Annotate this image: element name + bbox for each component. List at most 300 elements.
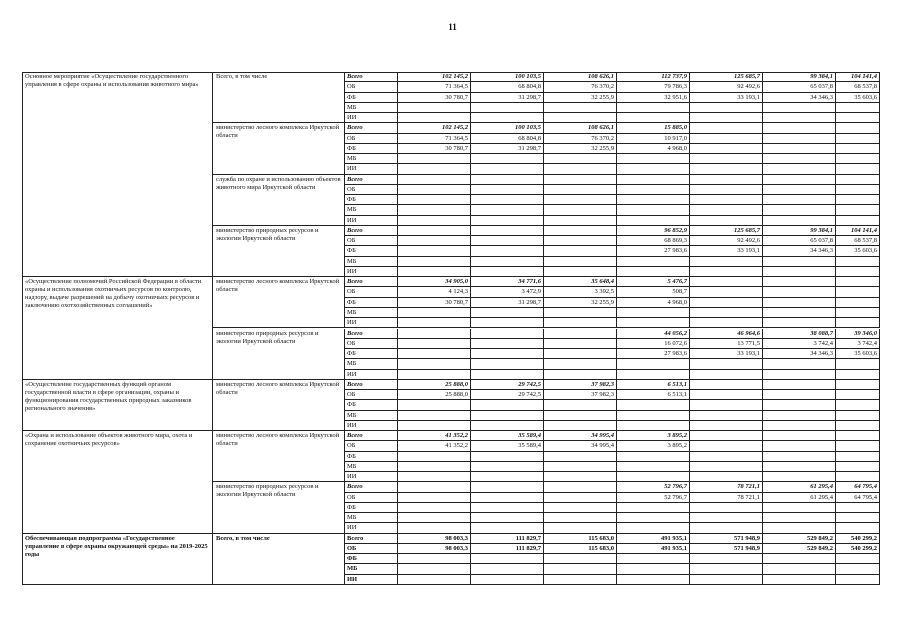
- amount-cell: [544, 513, 617, 523]
- amount-cell: [617, 472, 690, 482]
- amount-cell: [617, 359, 690, 369]
- amount-cell: [398, 339, 471, 349]
- amount-cell: 112 737,9: [617, 72, 690, 82]
- amount-cell: [836, 113, 880, 123]
- funding-source-label: ОБ: [345, 185, 398, 195]
- executor-name: министерство природных ресурсов и экологии Иркутской области: [213, 329, 345, 380]
- amount-cell: 3 742,4: [763, 339, 836, 349]
- amount-cell: [544, 226, 617, 236]
- amount-cell: [690, 277, 763, 287]
- event-name: «Осуществление полномочий Российской Федерации в области охраны и использования охотничьих ресурсов по контролю, надзору, выдаче разрешений на добычу охотничьих ресурсов и заключению охотхозяйственных соглашений»: [22, 277, 213, 380]
- funding-source-label: ОБ: [345, 82, 398, 92]
- amount-cell: [836, 523, 880, 533]
- funding-source-label: ОБ: [345, 287, 398, 297]
- amount-cell: [763, 277, 836, 287]
- amount-cell: [617, 185, 690, 195]
- amount-cell: [398, 452, 471, 462]
- amount-cell: [398, 195, 471, 205]
- amount-cell: [398, 421, 471, 431]
- amount-cell: [690, 144, 763, 154]
- executor-name: министерство природных ресурсов и экологии Иркутской области: [213, 482, 345, 533]
- funding-source-label: МБ: [345, 308, 398, 318]
- amount-cell: 68 804,8: [471, 82, 544, 92]
- amount-cell: 92 492,6: [690, 236, 763, 246]
- amount-cell: [471, 329, 544, 339]
- amount-cell: [763, 308, 836, 318]
- funding-source-label: ИИ: [345, 267, 398, 277]
- amount-cell: [690, 400, 763, 410]
- amount-cell: [763, 411, 836, 421]
- funding-source-label: ФБ: [345, 400, 398, 410]
- amount-cell: [836, 154, 880, 164]
- amount-cell: [836, 575, 880, 585]
- amount-cell: 571 948,9: [690, 534, 763, 544]
- amount-cell: [544, 349, 617, 359]
- amount-cell: [398, 103, 471, 113]
- amount-cell: [690, 564, 763, 574]
- amount-cell: [617, 513, 690, 523]
- amount-cell: [544, 452, 617, 462]
- amount-cell: [544, 523, 617, 533]
- amount-cell: 68 869,3: [617, 236, 690, 246]
- amount-cell: [398, 575, 471, 585]
- amount-cell: [763, 554, 836, 564]
- amount-cell: [398, 175, 471, 185]
- funding-source-label: Всего: [345, 226, 398, 236]
- amount-cell: [398, 246, 471, 256]
- amount-cell: 31 298,7: [471, 93, 544, 103]
- amount-cell: 38 088,7: [763, 329, 836, 339]
- amount-cell: [690, 411, 763, 421]
- amount-cell: [471, 411, 544, 421]
- funding-source-label: ОБ: [345, 441, 398, 451]
- amount-cell: 39 346,0: [836, 329, 880, 339]
- funding-source-label: МБ: [345, 513, 398, 523]
- amount-cell: [836, 503, 880, 513]
- amount-cell: 32 951,6: [617, 93, 690, 103]
- amount-cell: [836, 134, 880, 144]
- amount-cell: [544, 103, 617, 113]
- amount-cell: [836, 441, 880, 451]
- amount-cell: [690, 575, 763, 585]
- amount-cell: [471, 482, 544, 492]
- funding-source-label: ИИ: [345, 318, 398, 328]
- amount-cell: [471, 195, 544, 205]
- amount-cell: [471, 359, 544, 369]
- amount-cell: [836, 462, 880, 472]
- amount-cell: [471, 257, 544, 267]
- funding-source-label: ФБ: [345, 246, 398, 256]
- amount-cell: [398, 329, 471, 339]
- amount-cell: [617, 175, 690, 185]
- amount-cell: [763, 359, 836, 369]
- amount-cell: 33 193,1: [690, 349, 763, 359]
- amount-cell: [398, 349, 471, 359]
- amount-cell: [690, 513, 763, 523]
- amount-cell: [690, 154, 763, 164]
- amount-cell: [763, 298, 836, 308]
- amount-cell: [763, 390, 836, 400]
- amount-cell: [690, 216, 763, 226]
- amount-cell: 27 983,6: [617, 349, 690, 359]
- amount-cell: [471, 564, 544, 574]
- event-name: Обеспечивающая подпрограмма «Государственное управление в сфере охраны окружающей среды» на 2019-2025 годы: [22, 534, 213, 585]
- amount-cell: [471, 154, 544, 164]
- funding-source-label: ОБ: [345, 236, 398, 246]
- amount-cell: [763, 421, 836, 431]
- amount-cell: [763, 370, 836, 380]
- amount-cell: [836, 564, 880, 574]
- amount-cell: [398, 226, 471, 236]
- amount-cell: [836, 216, 880, 226]
- amount-cell: [836, 123, 880, 133]
- funding-source-label: ИИ: [345, 216, 398, 226]
- amount-cell: 41 352,2: [398, 431, 471, 441]
- amount-cell: [471, 493, 544, 503]
- amount-cell: 3 472,9: [471, 287, 544, 297]
- funding-source-label: МБ: [345, 103, 398, 113]
- amount-cell: [398, 185, 471, 195]
- amount-cell: [398, 482, 471, 492]
- amount-cell: [471, 164, 544, 174]
- amount-cell: [617, 411, 690, 421]
- funding-source-label: ФБ: [345, 554, 398, 564]
- amount-cell: 64 795,4: [836, 482, 880, 492]
- amount-cell: [690, 462, 763, 472]
- amount-cell: [544, 205, 617, 215]
- amount-cell: [471, 308, 544, 318]
- amount-cell: 125 685,7: [690, 226, 763, 236]
- amount-cell: 34 771,6: [471, 277, 544, 287]
- amount-cell: [398, 493, 471, 503]
- amount-cell: 65 037,8: [763, 82, 836, 92]
- amount-cell: 71 364,5: [398, 82, 471, 92]
- amount-cell: 41 352,2: [398, 441, 471, 451]
- amount-cell: 35 589,4: [471, 431, 544, 441]
- amount-cell: [398, 216, 471, 226]
- amount-cell: [690, 380, 763, 390]
- amount-cell: 30 780,7: [398, 144, 471, 154]
- amount-cell: [398, 472, 471, 482]
- amount-cell: [763, 380, 836, 390]
- amount-cell: [398, 236, 471, 246]
- amount-cell: [617, 205, 690, 215]
- amount-cell: [398, 400, 471, 410]
- funding-source-label: Всего: [345, 431, 398, 441]
- amount-cell: 65 037,8: [763, 236, 836, 246]
- amount-cell: 99 384,1: [763, 226, 836, 236]
- amount-cell: [690, 452, 763, 462]
- amount-cell: 29 742,5: [471, 380, 544, 390]
- amount-cell: [471, 523, 544, 533]
- amount-cell: 34 346,3: [763, 246, 836, 256]
- amount-cell: [836, 205, 880, 215]
- amount-cell: [544, 164, 617, 174]
- amount-cell: [763, 318, 836, 328]
- amount-cell: 13 771,5: [690, 339, 763, 349]
- amount-cell: [398, 308, 471, 318]
- amount-cell: 96 852,9: [617, 226, 690, 236]
- amount-cell: [471, 452, 544, 462]
- amount-cell: [763, 452, 836, 462]
- executor-name: Всего, в том числе: [213, 534, 345, 585]
- amount-cell: 44 056,2: [617, 329, 690, 339]
- amount-cell: [763, 513, 836, 523]
- amount-cell: [471, 400, 544, 410]
- amount-cell: [544, 257, 617, 267]
- amount-cell: [471, 370, 544, 380]
- amount-cell: [763, 575, 836, 585]
- amount-cell: [836, 472, 880, 482]
- amount-cell: [544, 411, 617, 421]
- amount-cell: [544, 400, 617, 410]
- amount-cell: 3 392,5: [544, 287, 617, 297]
- amount-cell: 64 795,4: [836, 493, 880, 503]
- amount-cell: [617, 103, 690, 113]
- amount-cell: 98 003,3: [398, 544, 471, 554]
- amount-cell: [398, 554, 471, 564]
- amount-cell: 29 742,5: [471, 390, 544, 400]
- amount-cell: [398, 513, 471, 523]
- amount-cell: [398, 359, 471, 369]
- amount-cell: [763, 164, 836, 174]
- funding-source-label: ИИ: [345, 523, 398, 533]
- amount-cell: [690, 257, 763, 267]
- amount-cell: [471, 554, 544, 564]
- amount-cell: [544, 175, 617, 185]
- amount-cell: [398, 113, 471, 123]
- amount-cell: 99 384,1: [763, 72, 836, 82]
- amount-cell: [544, 472, 617, 482]
- executor-name: Всего, в том числе: [213, 72, 345, 123]
- amount-cell: 540 299,2: [836, 544, 880, 554]
- funding-source-label: Всего: [345, 123, 398, 133]
- amount-cell: 5 476,7: [617, 277, 690, 287]
- amount-cell: [763, 462, 836, 472]
- amount-cell: [617, 154, 690, 164]
- amount-cell: 102 145,2: [398, 72, 471, 82]
- amount-cell: [544, 154, 617, 164]
- amount-cell: 491 935,1: [617, 534, 690, 544]
- funding-source-label: МБ: [345, 411, 398, 421]
- amount-cell: [690, 185, 763, 195]
- funding-source-label: ФБ: [345, 195, 398, 205]
- amount-cell: [617, 400, 690, 410]
- amount-cell: [836, 267, 880, 277]
- amount-cell: 16 072,6: [617, 339, 690, 349]
- amount-cell: [544, 185, 617, 195]
- executor-name: министерство лесного комплекса Иркутской области: [213, 380, 345, 431]
- amount-cell: 3 895,2: [617, 441, 690, 451]
- funding-source-label: ОБ: [345, 339, 398, 349]
- amount-cell: [763, 216, 836, 226]
- funding-source-label: Всего: [345, 175, 398, 185]
- amount-cell: [471, 226, 544, 236]
- amount-cell: [763, 257, 836, 267]
- amount-cell: [690, 503, 763, 513]
- amount-cell: [836, 359, 880, 369]
- funding-source-label: ФБ: [345, 349, 398, 359]
- amount-cell: [690, 390, 763, 400]
- amount-cell: 111 829,7: [471, 544, 544, 554]
- amount-cell: [471, 513, 544, 523]
- amount-cell: [836, 390, 880, 400]
- amount-cell: [471, 421, 544, 431]
- amount-cell: [690, 472, 763, 482]
- amount-cell: 25 888,0: [398, 390, 471, 400]
- amount-cell: [690, 554, 763, 564]
- amount-cell: 27 983,6: [617, 246, 690, 256]
- funding-source-label: Всего: [345, 277, 398, 287]
- amount-cell: [398, 257, 471, 267]
- amount-cell: [690, 370, 763, 380]
- executor-name: министерство лесного комплекса Иркутской области: [213, 277, 345, 328]
- amount-cell: [544, 554, 617, 564]
- amount-cell: 68 537,8: [836, 82, 880, 92]
- amount-cell: [690, 359, 763, 369]
- amount-cell: 30 780,7: [398, 93, 471, 103]
- amount-cell: [544, 421, 617, 431]
- amount-cell: [544, 339, 617, 349]
- amount-cell: 52 796,7: [617, 493, 690, 503]
- amount-cell: [471, 267, 544, 277]
- funding-source-label: Всего: [345, 329, 398, 339]
- amount-cell: [544, 113, 617, 123]
- amount-cell: 4 968,0: [617, 144, 690, 154]
- amount-cell: [617, 554, 690, 564]
- amount-cell: [617, 370, 690, 380]
- funding-source-label: Всего: [345, 380, 398, 390]
- amount-cell: [836, 103, 880, 113]
- amount-cell: 78 721,1: [690, 493, 763, 503]
- executor-name: министерство лесного комплекса Иркутской области: [213, 123, 345, 174]
- amount-cell: 30 780,7: [398, 298, 471, 308]
- amount-cell: [471, 318, 544, 328]
- amount-cell: 61 295,4: [763, 493, 836, 503]
- funding-source-label: МБ: [345, 154, 398, 164]
- amount-cell: [690, 421, 763, 431]
- amount-cell: [398, 411, 471, 421]
- amount-cell: [398, 205, 471, 215]
- amount-cell: [544, 329, 617, 339]
- amount-cell: 68 804,8: [471, 134, 544, 144]
- amount-cell: [763, 185, 836, 195]
- amount-cell: [763, 205, 836, 215]
- amount-cell: [836, 411, 880, 421]
- funding-source-label: МБ: [345, 564, 398, 574]
- amount-cell: 76 370,2: [544, 134, 617, 144]
- funding-source-label: ИИ: [345, 575, 398, 585]
- amount-cell: [471, 246, 544, 256]
- amount-cell: 4 124,3: [398, 287, 471, 297]
- amount-cell: 508,7: [617, 287, 690, 297]
- amount-cell: [471, 575, 544, 585]
- funding-source-label: ФБ: [345, 452, 398, 462]
- amount-cell: [471, 103, 544, 113]
- funding-source-label: ОБ: [345, 493, 398, 503]
- amount-cell: [690, 298, 763, 308]
- amount-cell: [617, 462, 690, 472]
- amount-cell: [471, 205, 544, 215]
- amount-cell: [398, 164, 471, 174]
- funding-source-label: Всего: [345, 534, 398, 544]
- amount-cell: [544, 318, 617, 328]
- amount-cell: [690, 523, 763, 533]
- funding-source-label: ФБ: [345, 93, 398, 103]
- amount-cell: 61 295,4: [763, 482, 836, 492]
- funding-source-label: ФБ: [345, 144, 398, 154]
- executor-name: министерство природных ресурсов и экологии Иркутской области: [213, 226, 345, 277]
- amount-cell: [763, 154, 836, 164]
- amount-cell: 79 786,3: [617, 82, 690, 92]
- funding-source-label: ФБ: [345, 503, 398, 513]
- amount-cell: 34 905,0: [398, 277, 471, 287]
- amount-cell: [617, 267, 690, 277]
- amount-cell: [836, 308, 880, 318]
- amount-cell: 33 193,1: [690, 93, 763, 103]
- amount-cell: 111 829,7: [471, 534, 544, 544]
- amount-cell: 3 895,2: [617, 431, 690, 441]
- amount-cell: 35 603,6: [836, 349, 880, 359]
- amount-cell: [544, 482, 617, 492]
- amount-cell: [617, 308, 690, 318]
- amount-cell: 92 492,6: [690, 82, 763, 92]
- amount-cell: [544, 370, 617, 380]
- amount-cell: [544, 267, 617, 277]
- amount-cell: [617, 575, 690, 585]
- amount-cell: 78 721,1: [690, 482, 763, 492]
- amount-cell: [690, 267, 763, 277]
- amount-cell: 37 982,3: [544, 380, 617, 390]
- amount-cell: [836, 421, 880, 431]
- amount-cell: 125 685,7: [690, 72, 763, 82]
- amount-cell: 68 537,8: [836, 236, 880, 246]
- amount-cell: [763, 144, 836, 154]
- amount-cell: [398, 318, 471, 328]
- amount-cell: [617, 503, 690, 513]
- amount-cell: 25 888,0: [398, 380, 471, 390]
- event-name: «Охрана и использование объектов животного мира, охота и сохранение охотничьих ресурсов»: [22, 431, 213, 534]
- amount-cell: [836, 195, 880, 205]
- amount-cell: 76 370,2: [544, 82, 617, 92]
- amount-cell: [398, 523, 471, 533]
- amount-cell: 52 796,7: [617, 482, 690, 492]
- amount-cell: 35 603,6: [836, 246, 880, 256]
- amount-cell: [471, 185, 544, 195]
- amount-cell: [544, 462, 617, 472]
- amount-cell: [544, 493, 617, 503]
- event-name: «Осуществление государственных функций органом государственной власти в сфере организации, охраны и функционирования государственных природных заказников регионального значения»: [22, 380, 213, 431]
- amount-cell: 104 141,4: [836, 226, 880, 236]
- amount-cell: [836, 298, 880, 308]
- amount-cell: [763, 103, 836, 113]
- amount-cell: [471, 503, 544, 513]
- amount-cell: [398, 370, 471, 380]
- amount-cell: [836, 513, 880, 523]
- amount-cell: [617, 216, 690, 226]
- amount-cell: [763, 123, 836, 133]
- amount-cell: [690, 318, 763, 328]
- funding-source-label: ИИ: [345, 370, 398, 380]
- amount-cell: [471, 349, 544, 359]
- amount-cell: [836, 400, 880, 410]
- amount-cell: [836, 318, 880, 328]
- amount-cell: [836, 370, 880, 380]
- amount-cell: [763, 267, 836, 277]
- amount-cell: [836, 287, 880, 297]
- amount-cell: 102 145,2: [398, 123, 471, 133]
- amount-cell: [690, 164, 763, 174]
